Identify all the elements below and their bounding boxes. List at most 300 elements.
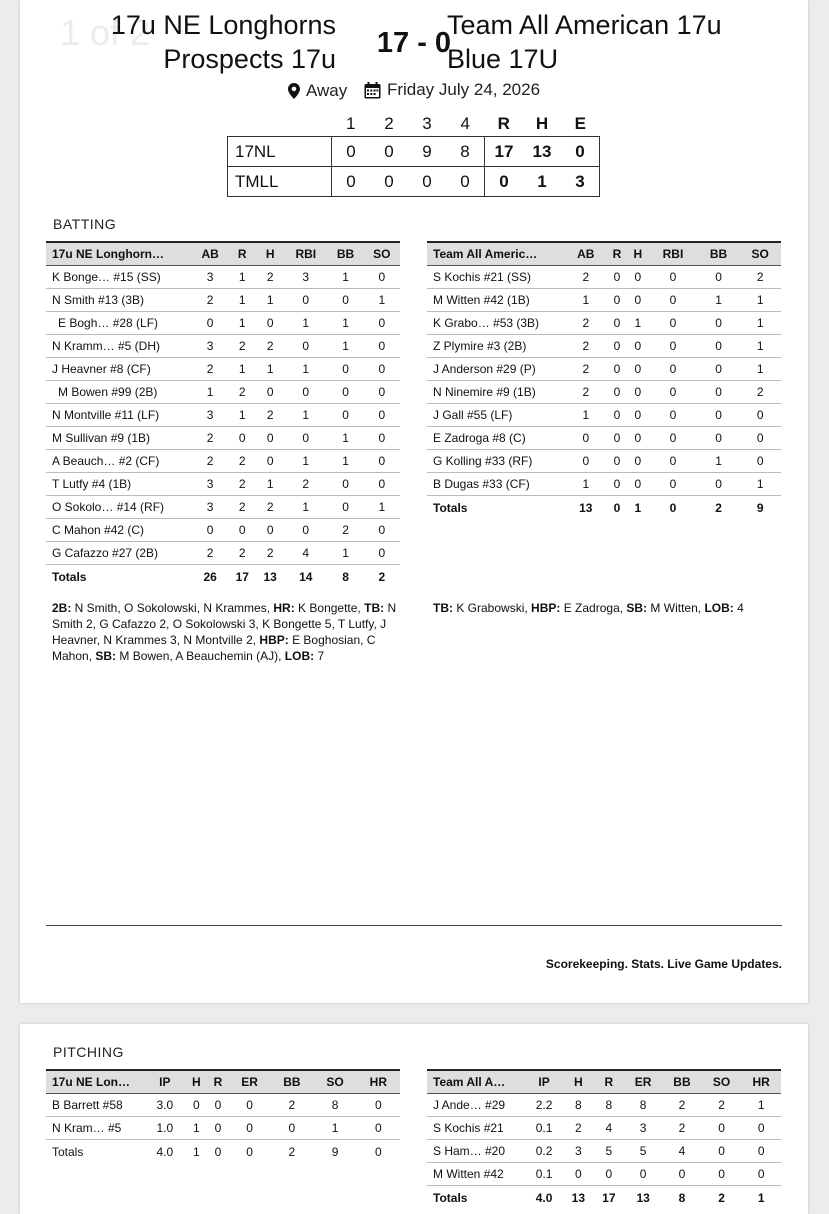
stat-cell: 3 [192, 266, 228, 289]
totals-cell: 8 [678, 1191, 686, 1205]
player-row [46, 404, 400, 427]
player-row [46, 266, 400, 289]
stat-cell: 1 [284, 358, 327, 381]
stat-cell: 0 [627, 381, 648, 404]
stat-cell: 0 [698, 473, 740, 496]
totals-cell: 1 [634, 501, 642, 515]
calendar-icon [364, 82, 381, 99]
stat-cell: 0 [741, 1163, 781, 1186]
stat-cell: 8 [624, 1094, 662, 1117]
stat-cell: 0 [698, 358, 740, 381]
stat-cell: 0 [698, 266, 740, 289]
stat-cell: 0 [698, 427, 740, 450]
player-name: T Lutfy #4 (1B) [46, 473, 192, 496]
stat-cell: 5 [624, 1140, 662, 1163]
player-row [427, 1094, 781, 1117]
totals-label: Totals [52, 1145, 84, 1159]
stat-cell: 0.1 [525, 1163, 563, 1186]
player-name: K Bonge… #15 (SS) [46, 266, 192, 289]
stat-cell: 0 [662, 1163, 702, 1186]
stat-cell: 0 [270, 1117, 313, 1140]
stat-cell: 3 [284, 266, 327, 289]
note-label: SB: [626, 601, 648, 615]
player-row [46, 473, 400, 496]
player-row [46, 358, 400, 381]
stat-cell: 0 [702, 1140, 742, 1163]
scoresheet-page-1 [20, 0, 808, 1003]
player-name: O Sokolo… #14 (RF) [46, 496, 192, 519]
stat-cell: 0 [364, 266, 400, 289]
stat-cell: 0.1 [525, 1117, 563, 1140]
team-column-header: 17u NE Lon… [46, 1070, 144, 1094]
stat-cell: 0 [364, 427, 400, 450]
stat-cell: 3.0 [144, 1094, 186, 1117]
stat-cell: 1 [739, 289, 781, 312]
stat-cell: 0 [627, 427, 648, 450]
stat-cell: 1 [327, 427, 363, 450]
stat-cell: 0 [364, 450, 400, 473]
away-team-line-1: Team All American 17u [447, 10, 722, 40]
player-row [46, 519, 400, 542]
stat-cell: 0 [327, 381, 363, 404]
stat-cell: 0 [607, 404, 628, 427]
stat-cell: 0 [364, 358, 400, 381]
linescore-inning-3: 0 [408, 167, 446, 197]
totals-cell: 4.0 [156, 1145, 174, 1159]
home-team-line-2: Prospects 17u [163, 44, 336, 74]
stat-cell: 0 [256, 427, 284, 450]
stat-header-h: H [563, 1070, 594, 1094]
stat-cell: 0 [741, 1117, 781, 1140]
stat-cell: 0 [698, 381, 740, 404]
away-team-name [447, 8, 722, 76]
stats-header-row [427, 242, 781, 266]
stat-cell: 0 [228, 427, 256, 450]
stat-header-h: H [256, 242, 284, 266]
stat-cell: 0 [607, 427, 628, 450]
stat-cell: 0 [739, 450, 781, 473]
stat-cell: 1 [284, 450, 327, 473]
linescore-runs: 0 [485, 167, 524, 197]
totals-cell: 0 [246, 1145, 253, 1159]
totals-row [46, 1140, 400, 1165]
note-text: 7 [314, 649, 325, 663]
player-row [427, 473, 781, 496]
stat-cell: 3 [563, 1140, 594, 1163]
linescore-inning-2: 0 [370, 167, 408, 197]
stat-cell: 1 [739, 358, 781, 381]
note-text: K Bongette, [294, 601, 365, 615]
stat-cell: 1 [739, 312, 781, 335]
stat-cell: 0 [563, 1163, 594, 1186]
player-row [427, 289, 781, 312]
team-column-header: Team All Americ… [427, 242, 565, 266]
note-text: N Smith 2, G Cafazzo 2, O Sokolowski 3, K Bongette 5, T Lutfy, J Heavner, N Krammes 3, N Montville 2, [52, 601, 397, 647]
stat-cell: 2 [739, 381, 781, 404]
stat-cell: 0 [565, 427, 607, 450]
player-row [46, 312, 400, 335]
stat-cell: 1 [228, 312, 256, 335]
player-name: M Witten #42 (1B) [427, 289, 565, 312]
footer-divider [46, 925, 782, 926]
stat-cell: 1 [228, 266, 256, 289]
stats-header-row [46, 242, 400, 266]
player-row [46, 496, 400, 519]
stat-header-so: SO [702, 1070, 742, 1094]
linescore-hits: 13 [523, 137, 561, 167]
linescore-errors: 3 [561, 167, 600, 197]
stat-cell: 0 [256, 450, 284, 473]
stat-cell: 4 [594, 1117, 625, 1140]
stat-cell: 1.0 [144, 1117, 186, 1140]
linescore-team: 17NL [228, 137, 332, 167]
stat-cell: 2 [565, 312, 607, 335]
note-label: LOB: [284, 649, 315, 663]
player-name: S Kochis #21 (SS) [427, 266, 565, 289]
stat-cell: 0 [627, 473, 648, 496]
stat-cell: 0 [607, 266, 628, 289]
stat-cell: 0 [357, 1094, 400, 1117]
totals-label: Totals [52, 570, 87, 584]
stat-cell: 1 [256, 473, 284, 496]
player-name: N Ninemire #9 (1B) [427, 381, 565, 404]
stat-cell: 1 [565, 404, 607, 427]
linescore-inning-3: 9 [408, 137, 446, 167]
linescore-header-2: 2 [384, 114, 394, 133]
stat-cell: 2 [192, 542, 228, 565]
away-batting-notes [433, 600, 778, 616]
linescore-table [227, 112, 600, 197]
player-row [427, 404, 781, 427]
stat-cell: 0 [648, 289, 698, 312]
player-row [427, 381, 781, 404]
stat-cell: 4 [662, 1140, 702, 1163]
stat-cell: 2 [256, 542, 284, 565]
stat-cell: 1 [228, 289, 256, 312]
stat-cell: 1 [364, 289, 400, 312]
totals-cell: 2 [715, 501, 722, 515]
stat-cell: 0 [607, 473, 628, 496]
stat-cell: 2 [565, 358, 607, 381]
totals-cell: 17 [235, 570, 249, 584]
note-label: TB: [364, 601, 385, 615]
stat-cell: 0 [207, 1094, 229, 1117]
player-row [427, 358, 781, 381]
note-text: M Witten, [647, 601, 705, 615]
player-name: K Grabo… #53 (3B) [427, 312, 565, 335]
player-name: S Kochis #21 [427, 1117, 525, 1140]
away-pitching-table [427, 1069, 781, 1210]
totals-cell: 1 [757, 1191, 765, 1205]
map-pin-icon [288, 83, 300, 99]
stat-cell: 1 [741, 1094, 781, 1117]
totals-cell: 9 [756, 501, 764, 515]
stat-cell: 2 [563, 1117, 594, 1140]
stat-cell: 3 [192, 496, 228, 519]
stat-cell: 1 [327, 335, 363, 358]
stat-cell: 0 [192, 312, 228, 335]
stat-cell: 0 [327, 289, 363, 312]
stat-cell: 0 [192, 519, 228, 542]
player-name: S Ham… #20 [427, 1140, 525, 1163]
stat-header-rbi: RBI [284, 242, 327, 266]
stat-cell: 2 [739, 266, 781, 289]
stat-cell: 0 [364, 381, 400, 404]
linescore-team: TMLL [228, 167, 332, 197]
stat-cell: 2 [228, 381, 256, 404]
stat-header-r: R [594, 1070, 625, 1094]
stat-cell: 0 [357, 1117, 400, 1140]
stat-cell: 1 [565, 289, 607, 312]
linescore-row [228, 167, 600, 197]
totals-label: Totals [433, 501, 468, 515]
totals-cell: 0 [375, 1145, 382, 1159]
stat-cell: 2 [270, 1094, 313, 1117]
player-name: G Kolling #33 (RF) [427, 450, 565, 473]
stat-cell: 0 [284, 289, 327, 312]
player-name: J Anderson #29 (P) [427, 358, 565, 381]
stat-header-ab: AB [565, 242, 607, 266]
stat-cell: 0 [364, 473, 400, 496]
totals-cell: 8 [342, 570, 349, 584]
stat-cell: 1 [256, 358, 284, 381]
player-row [427, 427, 781, 450]
stat-header-r: R [207, 1070, 229, 1094]
stat-cell: 2 [228, 473, 256, 496]
linescore-inning-1: 0 [332, 137, 371, 167]
stat-header-bb: BB [662, 1070, 702, 1094]
note-text: E Boghosian, C Mahon, [52, 633, 376, 663]
stats-header-row [427, 1070, 781, 1094]
player-row [46, 335, 400, 358]
player-row [46, 427, 400, 450]
stat-cell: 0 [624, 1163, 662, 1186]
stat-cell: 1 [284, 496, 327, 519]
stat-cell: 1 [186, 1117, 208, 1140]
player-row [427, 335, 781, 358]
stat-cell: 0 [648, 335, 698, 358]
note-text: 4 [733, 601, 744, 615]
location-label: Away [305, 80, 348, 100]
player-name: E Bogh… #28 (LF) [46, 312, 192, 335]
stat-header-er: ER [624, 1070, 662, 1094]
stat-cell: 1 [364, 496, 400, 519]
stat-cell: 0 [364, 335, 400, 358]
player-name: E Zadroga #8 (C) [427, 427, 565, 450]
linescore-inning-2: 0 [370, 137, 408, 167]
linescore-hits: 1 [523, 167, 561, 197]
stat-header-so: SO [314, 1070, 357, 1094]
stat-cell: 0 [648, 312, 698, 335]
stat-cell: 1 [739, 335, 781, 358]
stat-cell: 0 [627, 289, 648, 312]
stat-cell: 1 [256, 289, 284, 312]
stat-cell: 2 [192, 450, 228, 473]
home-team-name [111, 8, 336, 76]
stat-cell: 0 [648, 427, 698, 450]
stat-cell: 3 [192, 335, 228, 358]
stat-cell: 2 [256, 335, 284, 358]
stat-cell: 0 [607, 358, 628, 381]
player-row [46, 542, 400, 565]
stat-cell: 0 [594, 1163, 625, 1186]
stat-cell: 0 [256, 519, 284, 542]
totals-cell: 13 [579, 501, 593, 515]
player-name: J Ande… #29 [427, 1094, 525, 1117]
game-meta [20, 80, 808, 104]
stat-cell: 0 [364, 519, 400, 542]
totals-cell: 13 [636, 1191, 650, 1205]
player-name: N Montville #11 (LF) [46, 404, 192, 427]
player-name: J Heavner #8 (CF) [46, 358, 192, 381]
home-team-line-1: 17u NE Longhorns [110, 10, 336, 40]
stat-cell: 0 [284, 519, 327, 542]
stat-cell: 0 [364, 404, 400, 427]
stat-cell: 0 [229, 1117, 271, 1140]
stat-cell: 1 [698, 289, 740, 312]
linescore-row [228, 137, 600, 167]
date-info [364, 80, 540, 100]
stat-header-hr: HR [741, 1070, 781, 1094]
pitching-title: PITCHING [53, 1044, 124, 1060]
stat-cell: 0 [284, 381, 327, 404]
note-label: LOB: [704, 601, 734, 615]
stat-cell: 1 [327, 542, 363, 565]
home-pitching-table [46, 1069, 400, 1164]
stat-cell: 2 [256, 404, 284, 427]
note-label: HR: [273, 601, 295, 615]
stat-cell: 0 [627, 450, 648, 473]
player-name: N Smith #13 (3B) [46, 289, 192, 312]
note-label: HBP: [531, 601, 561, 615]
stat-cell: 0 [284, 335, 327, 358]
stat-cell: 0 [702, 1117, 742, 1140]
stat-cell: 0 [607, 312, 628, 335]
player-name: G Cafazzo #27 (2B) [46, 542, 192, 565]
stat-cell: 0 [207, 1117, 229, 1140]
player-name: J Gall #55 (LF) [427, 404, 565, 427]
player-name: C Mahon #42 (C) [46, 519, 192, 542]
linescore-header-3: 3 [422, 114, 432, 133]
player-row [46, 381, 400, 404]
stat-header-so: SO [739, 242, 781, 266]
linescore-runs: 17 [485, 137, 524, 167]
totals-row [46, 565, 400, 590]
player-row [427, 266, 781, 289]
stat-cell: 2 [228, 496, 256, 519]
player-row [427, 1117, 781, 1140]
totals-cell: 26 [203, 570, 217, 584]
stat-cell: 0 [607, 289, 628, 312]
note-text: N Smith, O Sokolowski, N Krammes, [71, 601, 274, 615]
stat-cell: 2 [192, 427, 228, 450]
home-batting-notes [52, 600, 402, 664]
totals-cell: 2 [288, 1145, 296, 1159]
stat-cell: 2 [228, 542, 256, 565]
linescore-errors: 0 [561, 137, 600, 167]
player-row [427, 1140, 781, 1163]
stat-cell: 0 [648, 381, 698, 404]
footer-tagline: Scorekeeping. Stats. Live Game Updates. [545, 957, 782, 971]
totals-cell: 4.0 [535, 1191, 553, 1205]
stat-header-ip: IP [525, 1070, 563, 1094]
stat-cell: 3 [624, 1117, 662, 1140]
player-name: M Sullivan #9 (1B) [46, 427, 192, 450]
stat-cell: 1 [284, 312, 327, 335]
totals-cell: 2 [378, 570, 386, 584]
totals-cell: 0 [214, 1145, 222, 1159]
linescore-inning-4: 0 [446, 167, 485, 197]
stat-header-so: SO [364, 242, 400, 266]
linescore-header-4: 4 [460, 114, 470, 133]
stat-header-bb: BB [698, 242, 740, 266]
stat-cell: 2 [192, 289, 228, 312]
linescore-header-e: E [574, 114, 586, 133]
totals-row [427, 1186, 781, 1211]
team-column-header: 17u NE Longhorn… [46, 242, 192, 266]
stat-cell: 1 [327, 266, 363, 289]
linescore-inning-1: 0 [332, 167, 371, 197]
linescore-header-h: H [535, 114, 549, 133]
stat-cell: 3 [192, 473, 228, 496]
stat-cell: 0 [702, 1163, 742, 1186]
linescore-team-header [228, 112, 332, 137]
stat-cell: 2 [662, 1094, 702, 1117]
totals-cell: 0 [613, 501, 621, 515]
stat-header-rbi: RBI [648, 242, 698, 266]
stat-cell: 0 [648, 358, 698, 381]
player-name: M Witten #42 [427, 1163, 525, 1186]
stat-cell: 2 [662, 1117, 702, 1140]
note-label: SB: [95, 649, 117, 663]
stat-cell: 1 [314, 1117, 357, 1140]
stat-cell: 1 [192, 381, 228, 404]
stat-cell: 0 [648, 473, 698, 496]
stat-cell: 8 [314, 1094, 357, 1117]
stat-cell: 0 [627, 404, 648, 427]
player-name: B Dugas #33 (CF) [427, 473, 565, 496]
stat-cell: 0 [698, 335, 740, 358]
totals-cell: 13 [571, 1191, 586, 1205]
stat-cell: 2 [565, 335, 607, 358]
stat-cell: 0 [256, 381, 284, 404]
stat-cell: 0 [256, 312, 284, 335]
stat-header-ip: IP [144, 1070, 186, 1094]
note-text: E Zadroga, [560, 601, 627, 615]
stat-cell: 1 [627, 312, 648, 335]
player-row [46, 450, 400, 473]
stat-cell: 0 [327, 473, 363, 496]
stat-cell: 0 [741, 1140, 781, 1163]
stat-cell: 0 [607, 450, 628, 473]
stat-cell: 0 [648, 266, 698, 289]
note-text: K Grabowski, [453, 601, 532, 615]
stat-cell: 0 [327, 358, 363, 381]
stat-cell: 1 [739, 473, 781, 496]
stat-cell: 2 [565, 266, 607, 289]
stat-cell: 3 [192, 404, 228, 427]
stat-cell: 2 [256, 266, 284, 289]
linescore-header-row [228, 112, 600, 137]
home-batting-table [46, 241, 400, 589]
stat-header-bb: BB [327, 242, 363, 266]
linescore-header-r: R [497, 114, 510, 133]
player-row [46, 289, 400, 312]
stats-header-row [46, 1070, 400, 1094]
note-label: HBP: [259, 633, 289, 647]
player-name: M Bowen #99 (2B) [46, 381, 192, 404]
stat-cell: 0 [739, 404, 781, 427]
